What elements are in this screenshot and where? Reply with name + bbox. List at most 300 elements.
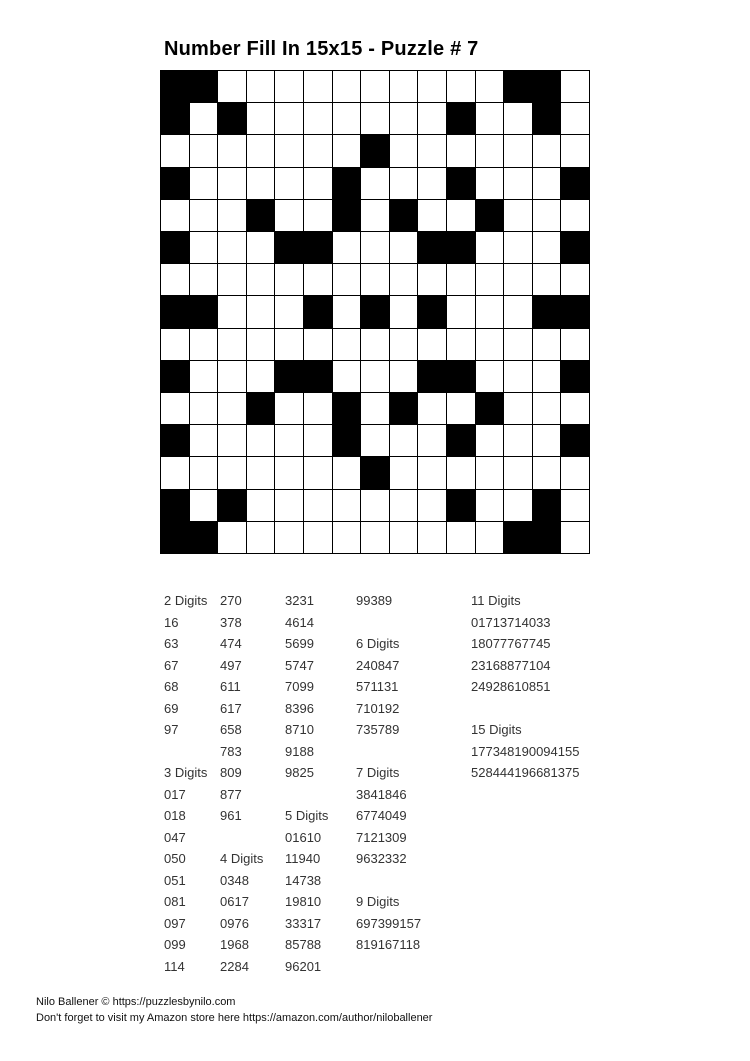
grid-cell-empty — [218, 168, 246, 199]
grid-cell-empty — [190, 168, 218, 199]
grid-cell-empty — [247, 296, 275, 327]
grid-cell-empty — [275, 329, 303, 360]
grid-cell-empty — [504, 393, 532, 424]
grid-cell-empty — [504, 329, 532, 360]
grid-cell-empty — [247, 135, 275, 166]
number-entry: 270 — [220, 593, 242, 608]
grid-cell-black — [447, 425, 475, 456]
grid-cell-empty — [304, 329, 332, 360]
grid-cell-empty — [390, 425, 418, 456]
grid-cell-empty — [190, 200, 218, 231]
number-entry: 2284 — [220, 958, 249, 974]
length-heading: 15 Digits — [471, 722, 522, 737]
footer-store-link: Don't forget to visit my Amazon store here https://amazon.com/author/niloballener — [36, 1012, 433, 1024]
length-heading: 7 Digits — [356, 765, 400, 780]
grid-cell-empty — [418, 71, 446, 102]
grid-cell-empty — [247, 168, 275, 199]
grid-cell-empty — [161, 264, 189, 295]
grid-cell-empty — [304, 425, 332, 456]
grid-cell-empty — [333, 71, 361, 102]
number-entry: 5747 — [285, 657, 314, 673]
grid-cell-empty — [275, 71, 303, 102]
grid-cell-black — [190, 296, 218, 327]
grid-cell-empty — [304, 264, 332, 295]
grid-cell-empty — [361, 103, 389, 134]
puzzle-title: Number Fill In 15x15 - Puzzle # 7 — [164, 38, 479, 60]
number-entry: 378 — [220, 614, 242, 630]
grid-cell-empty — [533, 232, 561, 263]
grid-cell-empty — [333, 490, 361, 521]
grid-cell-empty — [190, 103, 218, 134]
grid-cell-empty — [476, 168, 504, 199]
number-entry: 99389 — [356, 593, 393, 608]
grid-cell-empty — [218, 425, 246, 456]
grid-cell-empty — [418, 522, 446, 553]
length-heading: 5 Digits — [285, 808, 329, 823]
grid-cell-black — [218, 103, 246, 134]
grid-cell-empty — [447, 522, 475, 553]
grid-cell-black — [418, 361, 446, 392]
grid-cell-empty — [418, 103, 446, 134]
grid-cell-black — [447, 232, 475, 263]
number-entry: 809 — [220, 765, 242, 780]
number-entry: 497 — [220, 657, 242, 673]
grid-cell-black — [161, 490, 189, 521]
number-entry: 23168877104 — [471, 657, 551, 673]
grid-cell-empty — [275, 425, 303, 456]
grid-cell-empty — [218, 264, 246, 295]
number-entry: 474 — [220, 636, 242, 651]
number-entry: 961 — [220, 808, 242, 823]
grid-cell-empty — [418, 168, 446, 199]
grid-cell-empty — [418, 135, 446, 166]
grid-cell-empty — [561, 393, 589, 424]
grid-cell-empty — [361, 490, 389, 521]
grid-cell-empty — [504, 103, 532, 134]
number-entry: 6774049 — [356, 808, 407, 823]
grid-cell-black — [190, 522, 218, 553]
grid-cell-black — [390, 200, 418, 231]
grid-cell-empty — [304, 71, 332, 102]
grid-cell-black — [476, 393, 504, 424]
grid-cell-empty — [247, 264, 275, 295]
number-entry: 3841846 — [356, 786, 407, 802]
grid-cell-empty — [476, 522, 504, 553]
grid-cell-empty — [533, 200, 561, 231]
grid-cell-empty — [304, 457, 332, 488]
grid-cell-black — [447, 168, 475, 199]
length-heading: 2 Digits — [164, 593, 208, 608]
number-entry: 617 — [220, 700, 242, 716]
number-entry: 114 — [164, 958, 185, 974]
grid-cell-black — [561, 296, 589, 327]
grid-cell-black — [476, 200, 504, 231]
grid-cell-empty — [304, 522, 332, 553]
number-entry: 1968 — [220, 937, 249, 952]
grid-cell-empty — [333, 232, 361, 263]
grid-cell-empty — [447, 71, 475, 102]
number-entry: 097 — [164, 915, 186, 931]
number-entry: 9825 — [285, 765, 314, 780]
grid-cell-empty — [390, 457, 418, 488]
grid-cell-empty — [390, 490, 418, 521]
grid-cell-empty — [304, 200, 332, 231]
grid-cell-empty — [275, 200, 303, 231]
number-entry: 819167118 — [356, 937, 421, 952]
length-heading: 4 Digits — [220, 851, 264, 866]
grid-cell-empty — [561, 200, 589, 231]
grid-cell-empty — [333, 457, 361, 488]
grid-cell-empty — [333, 103, 361, 134]
grid-cell-empty — [304, 135, 332, 166]
number-entry: 099 — [164, 937, 186, 952]
grid-cell-empty — [361, 71, 389, 102]
grid-cell-empty — [361, 264, 389, 295]
grid-cell-empty — [561, 71, 589, 102]
grid-cell-empty — [275, 393, 303, 424]
grid-cell-empty — [476, 135, 504, 166]
grid-cell-empty — [476, 425, 504, 456]
number-entry: 8396 — [285, 700, 314, 716]
grid-cell-empty — [247, 425, 275, 456]
number-entry: 97 — [164, 722, 179, 737]
grid-cell-empty — [504, 457, 532, 488]
grid-cell-empty — [390, 329, 418, 360]
grid-cell-empty — [476, 490, 504, 521]
grid-cell-empty — [275, 168, 303, 199]
number-entry: 01713714033 — [471, 614, 551, 630]
grid-cell-empty — [447, 393, 475, 424]
grid-cell-empty — [275, 135, 303, 166]
grid-cell-empty — [361, 329, 389, 360]
grid-cell-empty — [447, 264, 475, 295]
grid-cell-empty — [218, 232, 246, 263]
number-entry: 017 — [164, 786, 186, 802]
number-entry: 0976 — [220, 915, 249, 931]
number-entry: 018 — [164, 808, 186, 823]
grid-cell-black — [561, 425, 589, 456]
grid-cell-empty — [161, 200, 189, 231]
grid-cell-empty — [361, 168, 389, 199]
grid-cell-empty — [361, 393, 389, 424]
grid-cell-black — [190, 71, 218, 102]
grid-cell-empty — [190, 490, 218, 521]
grid-cell-empty — [476, 361, 504, 392]
grid-cell-black — [447, 103, 475, 134]
grid-cell-empty — [218, 361, 246, 392]
grid-cell-empty — [476, 457, 504, 488]
grid-cell-empty — [533, 393, 561, 424]
grid-cell-empty — [418, 490, 446, 521]
grid-cell-black — [533, 103, 561, 134]
grid-cell-empty — [275, 490, 303, 521]
grid-cell-empty — [447, 296, 475, 327]
grid-cell-empty — [504, 361, 532, 392]
grid-cell-empty — [218, 329, 246, 360]
list-spacer — [356, 741, 421, 763]
grid-cell-black — [561, 168, 589, 199]
grid-cell-empty — [361, 425, 389, 456]
length-heading: 3 Digits — [164, 765, 208, 780]
grid-cell-empty — [561, 490, 589, 521]
grid-cell-empty — [533, 457, 561, 488]
grid-cell-black — [504, 522, 532, 553]
grid-cell-black — [161, 361, 189, 392]
grid-cell-black — [247, 200, 275, 231]
grid-cell-empty — [476, 296, 504, 327]
grid-cell-empty — [247, 490, 275, 521]
grid-cell-empty — [504, 264, 532, 295]
grid-cell-empty — [533, 264, 561, 295]
grid-cell-empty — [390, 135, 418, 166]
grid-cell-empty — [361, 361, 389, 392]
grid-cell-empty — [275, 457, 303, 488]
grid-cell-black — [161, 232, 189, 263]
grid-cell-black — [161, 522, 189, 553]
length-heading: 9 Digits — [356, 894, 400, 909]
grid-cell-empty — [561, 457, 589, 488]
number-entry: 63 — [164, 636, 179, 651]
grid-cell-black — [333, 393, 361, 424]
grid-cell-empty — [218, 296, 246, 327]
number-entry: 9632332 — [356, 851, 407, 866]
grid-cell-empty — [218, 200, 246, 231]
word-list-column-2 — [220, 590, 263, 977]
grid-cell-empty — [561, 264, 589, 295]
grid-cell-empty — [561, 522, 589, 553]
grid-cell-empty — [361, 522, 389, 553]
grid-cell-empty — [161, 457, 189, 488]
grid-cell-empty — [390, 71, 418, 102]
grid-cell-empty — [161, 393, 189, 424]
grid-cell-empty — [218, 135, 246, 166]
grid-cell-empty — [218, 522, 246, 553]
grid-cell-empty — [418, 329, 446, 360]
grid-cell-empty — [418, 457, 446, 488]
grid-cell-empty — [447, 329, 475, 360]
grid-cell-empty — [504, 200, 532, 231]
grid-cell-empty — [190, 232, 218, 263]
grid-cell-empty — [390, 296, 418, 327]
grid-cell-empty — [247, 329, 275, 360]
grid-cell-black — [161, 71, 189, 102]
grid-cell-black — [533, 71, 561, 102]
grid-cell-black — [333, 200, 361, 231]
number-entry: 0617 — [220, 894, 249, 909]
grid-cell-empty — [390, 264, 418, 295]
list-spacer — [220, 827, 263, 849]
grid-cell-empty — [247, 232, 275, 263]
grid-cell-empty — [390, 522, 418, 553]
grid-cell-empty — [504, 490, 532, 521]
number-entry: 33317 — [285, 915, 322, 931]
grid-cell-empty — [218, 71, 246, 102]
number-entry: 7121309 — [356, 829, 407, 845]
number-entry: 01610 — [285, 829, 322, 845]
number-entry: 783 — [220, 743, 242, 759]
grid-cell-black — [561, 232, 589, 263]
grid-cell-black — [275, 232, 303, 263]
word-list-column-5 — [471, 590, 579, 784]
puzzle-grid — [160, 70, 590, 554]
grid-cell-empty — [190, 425, 218, 456]
list-spacer — [356, 612, 421, 634]
grid-cell-black — [161, 296, 189, 327]
grid-cell-empty — [390, 361, 418, 392]
grid-cell-empty — [190, 135, 218, 166]
number-entry: 0348 — [220, 872, 249, 888]
number-entry: 528444196681375 — [471, 765, 580, 780]
number-entry: 5699 — [285, 636, 314, 651]
grid-cell-empty — [533, 135, 561, 166]
grid-cell-empty — [447, 135, 475, 166]
number-entry: 177348190094155 — [471, 743, 580, 759]
word-list-column-1 — [164, 590, 207, 977]
word-list-column-3 — [285, 590, 328, 977]
number-entry: 877 — [220, 786, 242, 802]
grid-cell-empty — [275, 296, 303, 327]
grid-cell-black — [447, 490, 475, 521]
grid-cell-empty — [247, 71, 275, 102]
grid-cell-black — [418, 296, 446, 327]
grid-cell-empty — [161, 135, 189, 166]
grid-cell-black — [333, 168, 361, 199]
number-entry: 68 — [164, 679, 179, 694]
grid-cell-black — [218, 490, 246, 521]
grid-cell-empty — [333, 264, 361, 295]
grid-cell-empty — [533, 361, 561, 392]
grid-cell-empty — [247, 457, 275, 488]
grid-cell-empty — [504, 135, 532, 166]
grid-cell-empty — [333, 296, 361, 327]
number-entry: 4614 — [285, 614, 314, 630]
list-spacer — [164, 741, 207, 763]
grid-cell-empty — [190, 361, 218, 392]
grid-cell-empty — [161, 329, 189, 360]
grid-cell-empty — [190, 457, 218, 488]
footer — [36, 994, 432, 1026]
grid-cell-empty — [418, 264, 446, 295]
grid-cell-black — [333, 425, 361, 456]
grid-cell-empty — [504, 296, 532, 327]
grid-cell-empty — [333, 522, 361, 553]
number-entry: 047 — [164, 829, 186, 845]
grid-cell-black — [361, 135, 389, 166]
grid-cell-empty — [561, 135, 589, 166]
grid-cell-empty — [447, 200, 475, 231]
grid-cell-empty — [561, 329, 589, 360]
grid-cell-empty — [561, 103, 589, 134]
length-heading: 6 Digits — [356, 636, 400, 651]
grid-cell-black — [275, 361, 303, 392]
number-entry: 14738 — [285, 872, 322, 888]
list-spacer — [471, 698, 579, 720]
grid-cell-empty — [504, 425, 532, 456]
grid-cell-empty — [218, 457, 246, 488]
grid-cell-empty — [361, 200, 389, 231]
grid-cell-empty — [247, 522, 275, 553]
grid-cell-empty — [333, 361, 361, 392]
grid-cell-black — [304, 361, 332, 392]
grid-cell-empty — [418, 393, 446, 424]
number-entry: 16 — [164, 614, 179, 630]
number-entry: 19810 — [285, 894, 322, 909]
grid-cell-empty — [504, 168, 532, 199]
number-entry: 735789 — [356, 722, 400, 737]
list-spacer — [356, 870, 421, 892]
grid-cell-empty — [275, 103, 303, 134]
grid-cell-empty — [190, 264, 218, 295]
grid-cell-empty — [275, 264, 303, 295]
grid-cell-empty — [476, 329, 504, 360]
grid-cell-empty — [190, 329, 218, 360]
grid-cell-empty — [418, 200, 446, 231]
number-entry: 697399157 — [356, 915, 422, 931]
number-entry: 24928610851 — [471, 679, 551, 694]
grid-cell-black — [161, 168, 189, 199]
grid-cell-black — [161, 425, 189, 456]
number-entry: 081 — [164, 894, 186, 909]
grid-cell-empty — [304, 103, 332, 134]
grid-cell-black — [533, 490, 561, 521]
number-entry: 18077767745 — [471, 636, 551, 651]
number-entry: 611 — [220, 679, 241, 694]
grid-cell-empty — [361, 232, 389, 263]
grid-cell-empty — [418, 425, 446, 456]
grid-cell-black — [247, 393, 275, 424]
grid-cell-empty — [504, 232, 532, 263]
grid-cell-empty — [333, 135, 361, 166]
grid-cell-empty — [247, 103, 275, 134]
grid-cell-black — [304, 232, 332, 263]
grid-cell-empty — [275, 522, 303, 553]
number-entry: 69 — [164, 700, 179, 716]
number-entry: 85788 — [285, 937, 322, 952]
grid-cell-empty — [390, 168, 418, 199]
grid-cell-black — [447, 361, 475, 392]
grid-cell-black — [304, 296, 332, 327]
number-entry: 051 — [164, 872, 186, 888]
number-entry: 658 — [220, 722, 242, 737]
length-heading: 11 Digits — [471, 593, 521, 608]
grid-cell-empty — [304, 168, 332, 199]
grid-cell-black — [390, 393, 418, 424]
grid-cell-empty — [533, 425, 561, 456]
grid-cell-black — [418, 232, 446, 263]
number-entry: 240847 — [356, 657, 400, 673]
grid-cell-black — [533, 522, 561, 553]
grid-cell-empty — [476, 103, 504, 134]
grid-cell-empty — [533, 168, 561, 199]
list-spacer — [285, 784, 328, 806]
grid-cell-black — [561, 361, 589, 392]
grid-cell-empty — [333, 329, 361, 360]
number-entry: 67 — [164, 657, 179, 673]
grid-cell-empty — [390, 232, 418, 263]
grid-cell-empty — [304, 393, 332, 424]
grid-cell-empty — [390, 103, 418, 134]
grid-cell-empty — [218, 393, 246, 424]
grid-cell-black — [161, 103, 189, 134]
grid-cell-empty — [476, 232, 504, 263]
number-entry: 11940 — [285, 851, 321, 866]
word-list-column-4 — [356, 590, 421, 956]
grid-cell-black — [361, 296, 389, 327]
grid-cell-empty — [476, 71, 504, 102]
number-entry: 8710 — [285, 722, 314, 737]
grid-cell-black — [504, 71, 532, 102]
grid-cell-empty — [190, 393, 218, 424]
